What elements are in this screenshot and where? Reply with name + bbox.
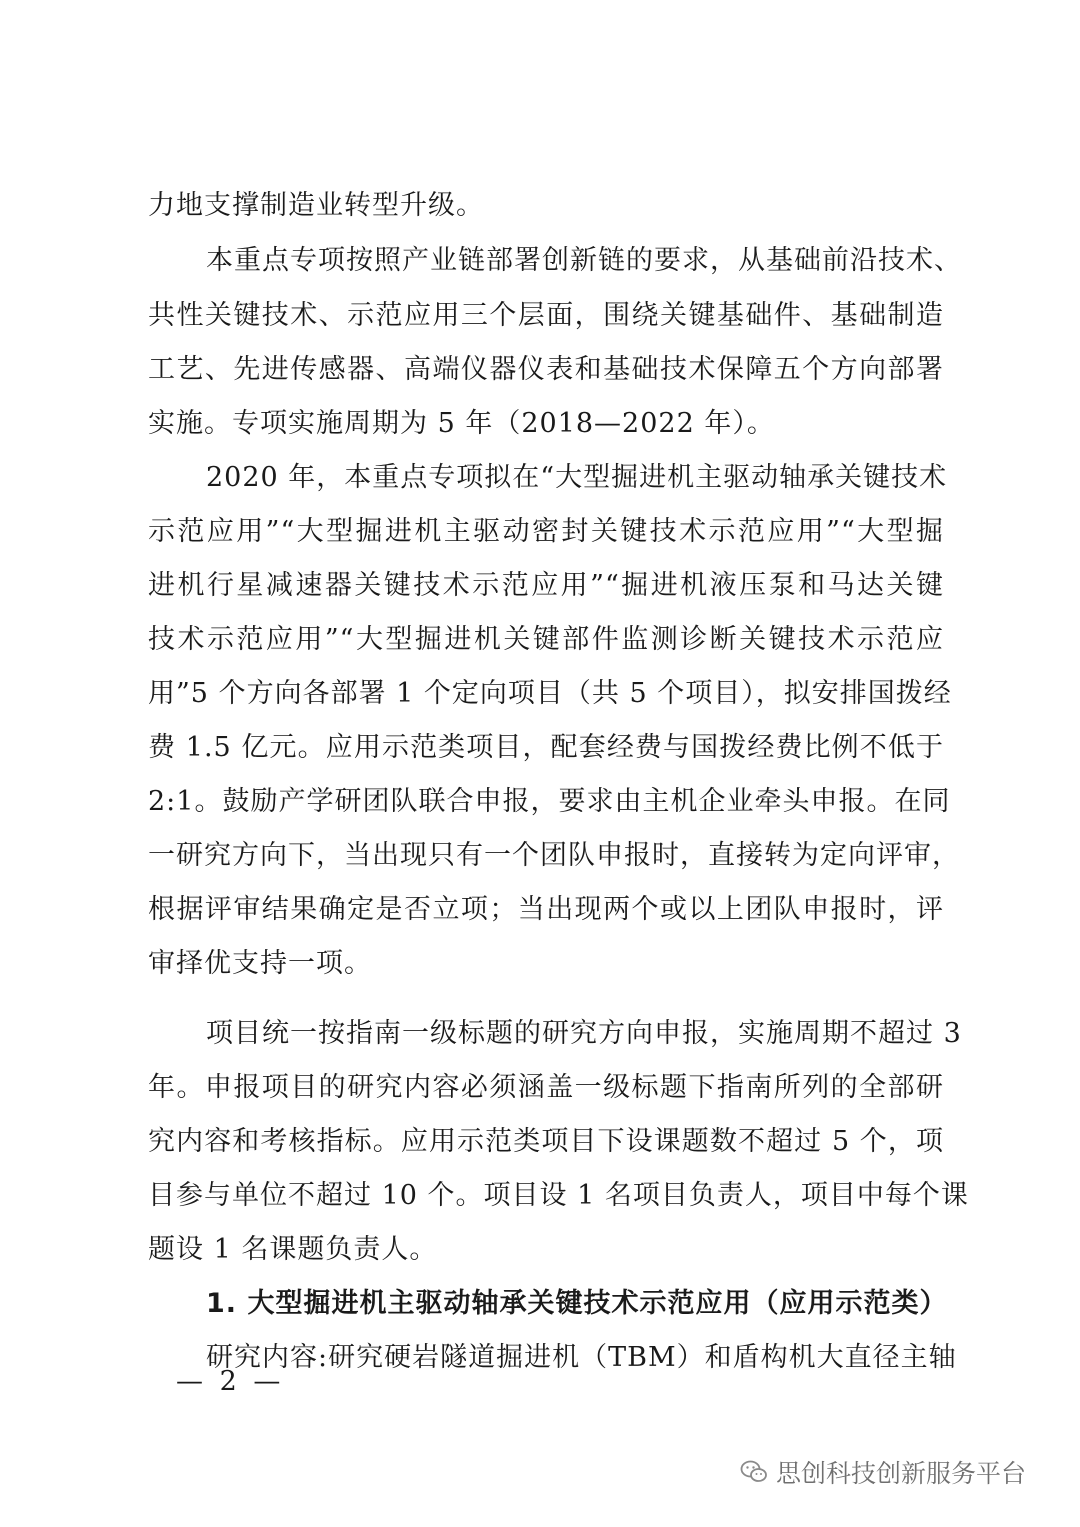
text-line: 究内容和考核指标。应用示范类项目下设课题数不超过 5 个，项 — [148, 1126, 944, 1157]
page-number: — 2 — — [176, 1366, 285, 1397]
text-line: 进机行星减速器关键技术示范应用”“掘进机液压泵和马达关键 — [148, 570, 944, 601]
text-line: 审择优支持一项。 — [148, 948, 372, 979]
section-heading: 1. 大型掘进机主驱动轴承关键技术示范应用（应用示范类） — [206, 1288, 948, 1319]
paragraph-2-line: 2020 年，本重点专项拟在“大型掘进机主驱动轴承关键技术 — [206, 462, 948, 493]
research-content-line: 研究内容:研究硬岩隧道掘进机（TBM）和盾构机大直径主轴 — [206, 1342, 957, 1373]
text-line: 示范应用”“大型掘进机主驱动密封关键技术示范应用”“大型掘 — [148, 516, 944, 547]
paragraph-3-line: 项目统一按指南一级标题的研究方向申报，实施周期不超过 3 — [206, 1018, 962, 1049]
text-line: 一研究方向下，当出现只有一个团队申报时，直接转为定向评审， — [148, 840, 960, 871]
text-line: 工艺、先进传感器、高端仪器仪表和基础技术保障五个方向部署 — [148, 354, 944, 385]
text-line: 年。申报项目的研究内容必须涵盖一级标题下指南所列的全部研 — [148, 1072, 944, 1103]
text-line: 目参与单位不超过 10 个。项目设 1 名项目负责人，项目中每个课 — [148, 1180, 969, 1211]
text-line: 2:1。鼓励产学研团队联合申报，要求由主机企业牵头申报。在同 — [148, 786, 951, 817]
watermark-text: 思创科技创新服务平台 — [776, 1459, 1027, 1488]
text-line: 实施。专项实施周期为 5 年（2018—2022 年）。 — [148, 408, 775, 439]
text-line: 用”5 个方向各部署 1 个定向项目（共 5 个项目），拟安排国拨经 — [148, 678, 952, 709]
paragraph-1-line: 本重点专项按照产业链部署创新链的要求，从基础前沿技术、 — [206, 245, 962, 276]
text-line: 共性关键技术、示范应用三个层面，围绕关键基础件、基础制造 — [148, 300, 944, 331]
watermark — [740, 1452, 1026, 1492]
wechat-icon — [740, 1460, 768, 1484]
text-line: 力地支撑制造业转型升级。 — [148, 190, 484, 221]
text-line: 题设 1 名课题负责人。 — [148, 1234, 438, 1265]
text-line: 根据评审结果确定是否立项；当出现两个或以上团队申报时，评 — [148, 894, 944, 925]
text-line: 技术示范应用”“大型掘进机关键部件监测诊断关键技术示范应 — [148, 624, 944, 655]
text-line: 费 1.5 亿元。应用示范类项目，配套经费与国拨经费比例不低于 — [148, 732, 944, 763]
